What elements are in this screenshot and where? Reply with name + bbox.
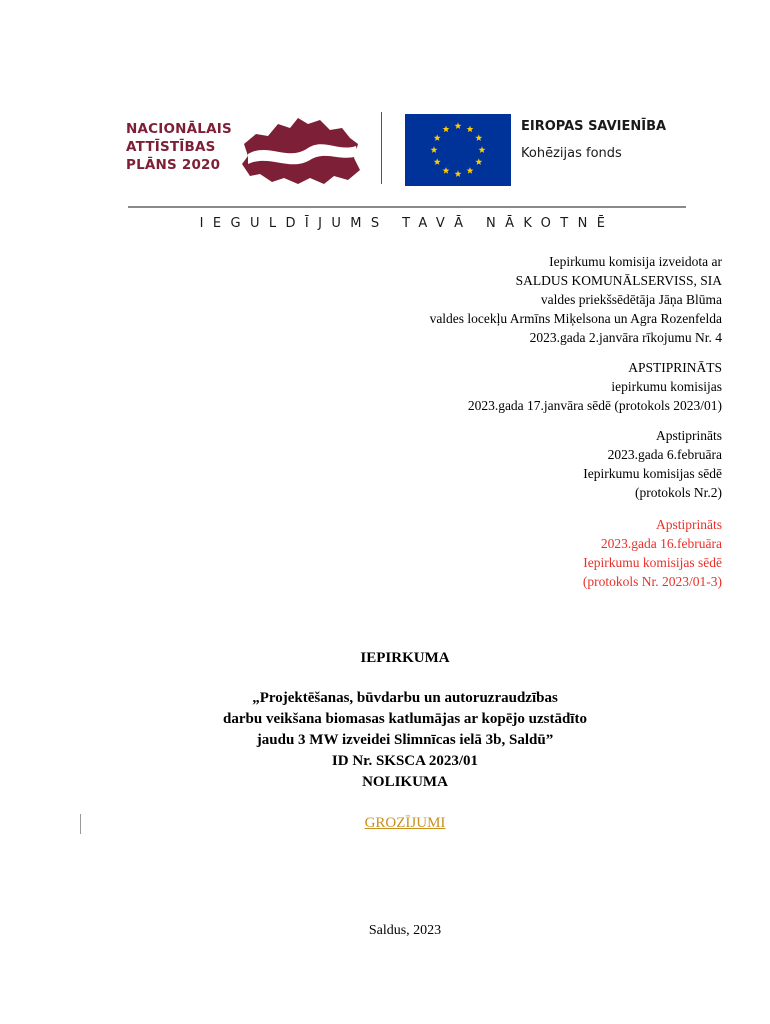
committee-line: SALDUS KOMUNĀLSERVISS, SIA (515, 273, 722, 288)
approval-line: APSTIPRINĀTS (628, 360, 722, 375)
committee-line: valdes priekšsēdētāja Jāņa Blūma (540, 292, 722, 307)
text-cursor (80, 814, 81, 834)
amendments-link[interactable]: GROZĪJUMI (364, 815, 446, 831)
eu-flag-icon (405, 114, 511, 186)
approval-line: 2023.gada 17.janvāra sēdē (protokols 2023/01) (467, 398, 722, 413)
slogan: IEGULDĪJUMS TAVĀ NĀKOTNĒ (199, 216, 615, 231)
logo-separator (381, 112, 382, 184)
committee-line: Iepirkumu komisija izveidota ar (549, 254, 722, 269)
nap2020-logo-text (126, 120, 232, 174)
committee-block (430, 252, 722, 347)
approval-block-3 (583, 515, 722, 591)
document-title-line: „Projektēšanas, būvdarbu un autoruzraudzības (252, 690, 558, 706)
approval-line: iepirkumu komisijas (611, 379, 722, 394)
approval-line: Iepirkumu komisijas sēdē (583, 466, 722, 481)
approval-block-1 (468, 358, 722, 415)
committee-line: valdes locekļu Armīns Miķelsona un Agra Rozenfelda (429, 311, 722, 326)
document-title-line: jaudu 3 MW izveidei Slimnīcas ielā 3b, Saldū” (256, 732, 554, 748)
header-divider (128, 206, 686, 208)
approval-line: 2023.gada 16.februāra (600, 536, 722, 551)
approval-line: Apstiprināts (656, 517, 722, 532)
nap2020-line2: ATTĪSTĪBAS (126, 139, 216, 155)
document-id: ID Nr. SKSCA 2023/01 (331, 753, 479, 769)
eu-title: EIROPAS SAVIENĪBA (521, 119, 667, 134)
approval-line: Apstiprināts (656, 428, 722, 443)
document-title-line: darbu veikšana biomasas katlumājas ar kopējo uzstādīto (223, 711, 587, 727)
document-footer-title: NOLIKUMA (362, 774, 448, 790)
eu-subtitle: Kohēzijas fonds (521, 146, 622, 161)
document-heading-block (90, 648, 720, 669)
nap2020-line3: PLĀNS 2020 (126, 157, 221, 173)
nap2020-line1: NACIONĀLAIS (126, 121, 232, 137)
approval-line: 2023.gada 6.februāra (607, 447, 722, 462)
latvia-map-icon (238, 114, 364, 188)
approval-line: Iepirkumu komisijas sēdē (583, 555, 722, 570)
place-and-year: Saldus, 2023 (368, 923, 442, 938)
approval-block-2 (583, 426, 722, 502)
approval-line: (protokols Nr. 2023/01-3) (582, 574, 722, 589)
nap2020-logo (126, 114, 362, 190)
document-title-block (90, 688, 720, 793)
approval-line: (protokols Nr.2) (635, 485, 722, 500)
committee-line: 2023.gada 2.janvāra rīkojumu Nr. 4 (529, 330, 722, 345)
document-heading: IEPIRKUMA (360, 650, 450, 666)
